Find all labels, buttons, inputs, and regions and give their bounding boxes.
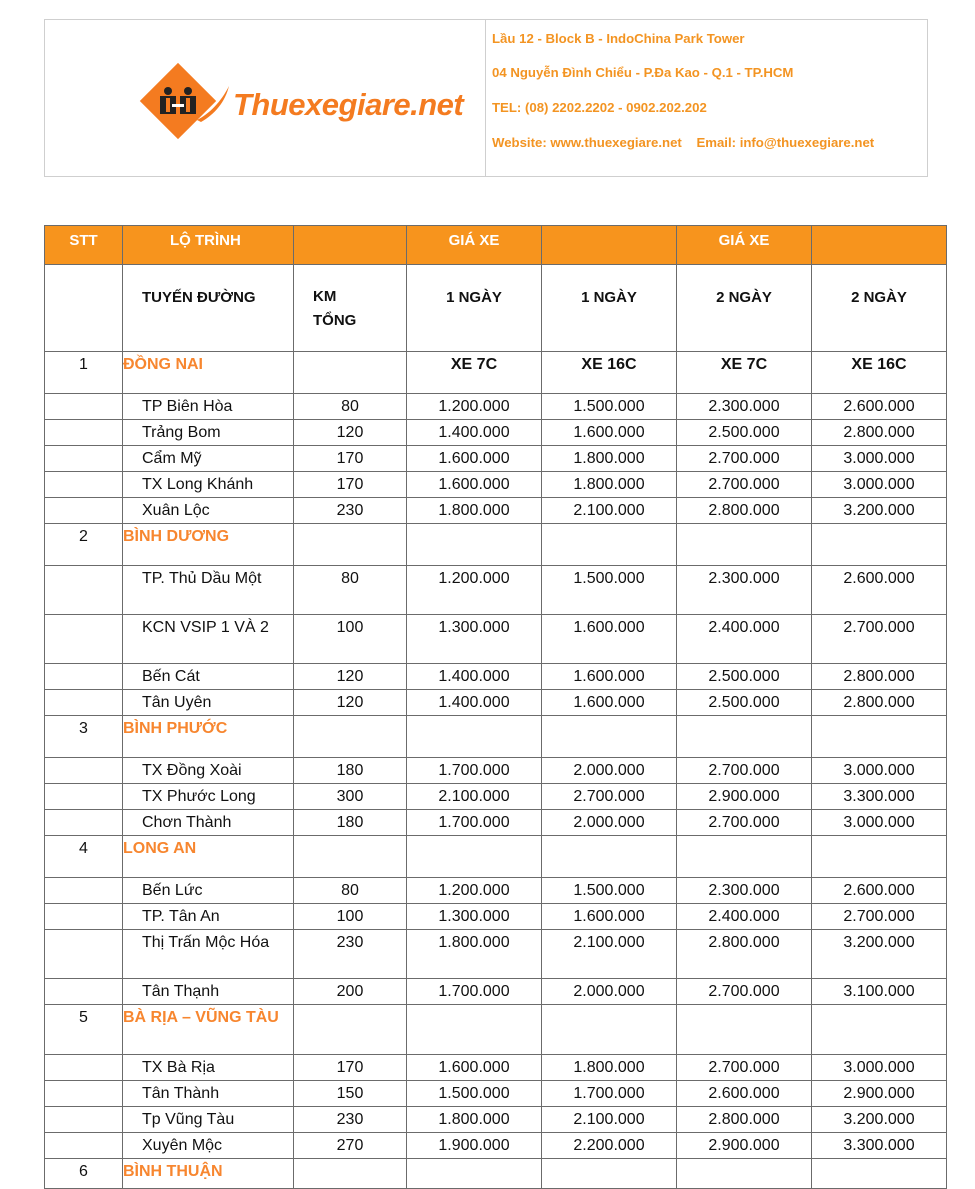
route-name: TP. Thủ Dầu Một	[123, 566, 294, 615]
price-2day-16c: 3.200.000	[812, 1107, 947, 1133]
price-2day-7c: 2.600.000	[677, 1081, 812, 1107]
price-2day-7c: 2.500.000	[677, 690, 812, 716]
price-1day-16c: 1.800.000	[542, 1055, 677, 1081]
subheader-km: KM TỔNG	[294, 265, 407, 352]
price-2day-16c: 3.000.000	[812, 472, 947, 498]
km-value: 120	[294, 420, 407, 446]
price-1day-16c: 1.600.000	[542, 690, 677, 716]
price-1day-7c: 1.400.000	[407, 690, 542, 716]
price-1day-16c: 1.600.000	[542, 664, 677, 690]
price-2day-7c: 2.700.000	[677, 979, 812, 1005]
price-2day-7c: 2.500.000	[677, 420, 812, 446]
price-2day-16c: 3.000.000	[812, 1055, 947, 1081]
km-value: 300	[294, 784, 407, 810]
km-value: 180	[294, 810, 407, 836]
table-row	[45, 1133, 947, 1159]
price-2day-7c: 2.700.000	[677, 1055, 812, 1081]
province-stt: 2	[45, 524, 123, 566]
price-1day-16c: 1.500.000	[542, 878, 677, 904]
subheader-p3: 2 NGÀY	[677, 265, 812, 352]
province-name: ĐỒNG NAI	[123, 352, 294, 394]
route-name: Tân Thạnh	[123, 979, 294, 1005]
phone-line: TEL: (08) 2202.2202 - 0902.202.202	[492, 100, 707, 115]
table-row	[45, 566, 947, 615]
price-1day-16c: 2.100.000	[542, 930, 677, 979]
price-2day-7c: 2.900.000	[677, 784, 812, 810]
header-stt: STT	[69, 232, 98, 249]
logo-swoosh-icon	[195, 84, 231, 124]
route-name: KCN VSIP 1 VÀ 2	[123, 615, 294, 664]
province-name: BÌNH PHƯỚC	[123, 716, 294, 758]
price-1day-7c: 1.500.000	[407, 1081, 542, 1107]
province-name: BÌNH THUẬN	[123, 1159, 294, 1189]
km-value: 180	[294, 758, 407, 784]
table-row	[45, 1081, 947, 1107]
table-row	[45, 615, 947, 664]
province-row	[45, 1005, 947, 1055]
price-2day-16c: 2.600.000	[812, 566, 947, 615]
route-name: TP. Tân An	[123, 904, 294, 930]
price-1day-7c: 1.600.000	[407, 446, 542, 472]
price-2day-7c: 2.500.000	[677, 664, 812, 690]
price-1day-16c: 2.100.000	[542, 1107, 677, 1133]
price-1day-16c: 1.700.000	[542, 1081, 677, 1107]
table-row	[45, 472, 947, 498]
price-1day-7c: 1.900.000	[407, 1133, 542, 1159]
price-2day-16c: 3.000.000	[812, 810, 947, 836]
price-2day-16c: 2.600.000	[812, 878, 947, 904]
vehicle-type: XE 16C	[542, 352, 677, 394]
header-lo-trinh: LỘ TRÌNH	[170, 232, 241, 249]
vehicle-type: XE 16C	[812, 352, 947, 394]
price-1day-7c: 1.800.000	[407, 1107, 542, 1133]
price-1day-7c: 2.100.000	[407, 784, 542, 810]
price-1day-7c: 1.800.000	[407, 930, 542, 979]
price-2day-7c: 2.300.000	[677, 878, 812, 904]
price-1day-16c: 2.000.000	[542, 810, 677, 836]
price-1day-7c: 1.200.000	[407, 566, 542, 615]
price-2day-16c: 2.800.000	[812, 664, 947, 690]
route-name: Tân Thành	[123, 1081, 294, 1107]
price-1day-16c: 2.000.000	[542, 979, 677, 1005]
price-1day-7c: 1.600.000	[407, 1055, 542, 1081]
route-name: Tp Vũng Tàu	[123, 1107, 294, 1133]
subheader-p1: 1 NGÀY	[407, 265, 542, 352]
price-2day-16c: 3.100.000	[812, 979, 947, 1005]
table-row	[45, 420, 947, 446]
table-row	[45, 810, 947, 836]
route-name: TX Đồng Xoài	[123, 758, 294, 784]
price-2day-16c: 2.700.000	[812, 904, 947, 930]
province-stt: 3	[45, 716, 123, 758]
price-1day-16c: 1.800.000	[542, 472, 677, 498]
km-value: 170	[294, 472, 407, 498]
price-table	[44, 225, 947, 1189]
price-2day-7c: 2.800.000	[677, 930, 812, 979]
table-row	[45, 498, 947, 524]
route-name: Trảng Bom	[123, 420, 294, 446]
province-row	[45, 524, 947, 566]
price-1day-16c: 2.700.000	[542, 784, 677, 810]
km-value: 100	[294, 904, 407, 930]
price-2day-7c: 2.400.000	[677, 615, 812, 664]
price-1day-7c: 1.700.000	[407, 979, 542, 1005]
subheader-p4: 2 NGÀY	[812, 265, 947, 352]
table-row	[45, 664, 947, 690]
table-row	[45, 1055, 947, 1081]
price-1day-7c: 1.700.000	[407, 758, 542, 784]
table-row	[45, 758, 947, 784]
price-1day-7c: 1.600.000	[407, 472, 542, 498]
price-2day-7c: 2.700.000	[677, 446, 812, 472]
province-name: LONG AN	[123, 836, 294, 878]
route-name: TX Long Khánh	[123, 472, 294, 498]
km-value: 170	[294, 446, 407, 472]
province-row	[45, 836, 947, 878]
price-2day-16c: 2.800.000	[812, 690, 947, 716]
price-1day-7c: 1.700.000	[407, 810, 542, 836]
price-2day-16c: 3.200.000	[812, 930, 947, 979]
price-1day-7c: 1.300.000	[407, 904, 542, 930]
price-2day-16c: 3.200.000	[812, 498, 947, 524]
price-1day-16c: 2.200.000	[542, 1133, 677, 1159]
province-name: BÀ RỊA – VŨNG TÀU	[123, 1005, 294, 1055]
price-2day-7c: 2.700.000	[677, 472, 812, 498]
province-stt: 1	[45, 352, 123, 394]
province-name: BÌNH DƯƠNG	[123, 524, 294, 566]
km-value: 120	[294, 690, 407, 716]
price-2day-7c: 2.800.000	[677, 1107, 812, 1133]
province-row	[45, 716, 947, 758]
price-2day-7c: 2.900.000	[677, 1133, 812, 1159]
price-2day-7c: 2.300.000	[677, 566, 812, 615]
price-1day-16c: 1.600.000	[542, 420, 677, 446]
km-value: 270	[294, 1133, 407, 1159]
price-1day-7c: 1.400.000	[407, 420, 542, 446]
table-row	[45, 784, 947, 810]
table-row	[45, 394, 947, 420]
km-value: 100	[294, 615, 407, 664]
price-2day-16c: 2.900.000	[812, 1081, 947, 1107]
route-name: TP Biên Hòa	[123, 394, 294, 420]
route-name: Thị Trấn Mộc Hóa	[123, 930, 294, 979]
table-row	[45, 904, 947, 930]
subheader-tuyen-duong: TUYẾN ĐƯỜNG	[123, 265, 294, 352]
vehicle-type: XE 7C	[677, 352, 812, 394]
price-2day-16c: 3.000.000	[812, 758, 947, 784]
km-value: 200	[294, 979, 407, 1005]
address-line-2: 04 Nguyễn Đình Chiểu - P.Đa Kao - Q.1 - TP.HCM	[492, 65, 794, 80]
address-line-1: Lầu 12 - Block B - IndoChina Park Tower	[492, 31, 745, 46]
province-row	[45, 1159, 947, 1189]
price-2day-16c: 3.300.000	[812, 1133, 947, 1159]
price-2day-16c: 3.000.000	[812, 446, 947, 472]
km-value: 80	[294, 394, 407, 420]
price-1day-7c: 1.200.000	[407, 878, 542, 904]
km-value: 230	[294, 930, 407, 979]
km-value: 230	[294, 1107, 407, 1133]
header-gia-xe-2: GIÁ XE	[718, 232, 770, 249]
route-name: Bến Cát	[123, 664, 294, 690]
table-row	[45, 979, 947, 1005]
price-2day-7c: 2.800.000	[677, 498, 812, 524]
logo-text: Thuexegiare.net	[233, 87, 464, 122]
price-2day-7c: 2.700.000	[677, 758, 812, 784]
price-2day-7c: 2.700.000	[677, 810, 812, 836]
price-1day-7c: 1.400.000	[407, 664, 542, 690]
table-row	[45, 930, 947, 979]
price-2day-16c: 2.800.000	[812, 420, 947, 446]
route-name: Xuyên Mộc	[123, 1133, 294, 1159]
km-value: 150	[294, 1081, 407, 1107]
route-name: Xuân Lộc	[123, 498, 294, 524]
route-name: TX Phước Long	[123, 784, 294, 810]
province-stt: 5	[45, 1005, 123, 1055]
price-1day-16c: 1.600.000	[542, 904, 677, 930]
table-header-row	[45, 226, 947, 265]
price-1day-16c: 1.500.000	[542, 394, 677, 420]
table-row	[45, 690, 947, 716]
vehicle-type: XE 7C	[407, 352, 542, 394]
price-1day-7c: 1.200.000	[407, 394, 542, 420]
logo-area	[45, 20, 486, 176]
table-row	[45, 878, 947, 904]
table-row	[45, 446, 947, 472]
province-row	[45, 352, 947, 394]
km-value: 230	[294, 498, 407, 524]
price-2day-7c: 2.300.000	[677, 394, 812, 420]
route-name: TX Bà Rịa	[123, 1055, 294, 1081]
price-1day-16c: 1.600.000	[542, 615, 677, 664]
province-stt: 6	[45, 1159, 123, 1189]
price-2day-16c: 2.700.000	[812, 615, 947, 664]
route-name: Tân Uyên	[123, 690, 294, 716]
km-value: 170	[294, 1055, 407, 1081]
company-header	[44, 19, 928, 177]
price-1day-16c: 1.500.000	[542, 566, 677, 615]
table-row	[45, 1107, 947, 1133]
km-value: 80	[294, 878, 407, 904]
price-2day-16c: 3.300.000	[812, 784, 947, 810]
province-stt: 4	[45, 836, 123, 878]
route-name: Cẩm Mỹ	[123, 446, 294, 472]
table-subheader-row	[45, 265, 947, 352]
logo-people-icon	[157, 86, 199, 116]
price-1day-7c: 1.300.000	[407, 615, 542, 664]
header-gia-xe-1: GIÁ XE	[448, 232, 500, 249]
km-value: 120	[294, 664, 407, 690]
price-2day-16c: 2.600.000	[812, 394, 947, 420]
route-name: Chơn Thành	[123, 810, 294, 836]
price-2day-7c: 2.400.000	[677, 904, 812, 930]
subheader-p2: 1 NGÀY	[542, 265, 677, 352]
route-name: Bến Lức	[123, 878, 294, 904]
price-1day-16c: 2.000.000	[542, 758, 677, 784]
price-1day-16c: 2.100.000	[542, 498, 677, 524]
price-1day-16c: 1.800.000	[542, 446, 677, 472]
web-email-line: Website: www.thuexegiare.net Email: info@thuexegiare.net	[492, 135, 875, 150]
km-value: 80	[294, 566, 407, 615]
price-1day-7c: 1.800.000	[407, 498, 542, 524]
